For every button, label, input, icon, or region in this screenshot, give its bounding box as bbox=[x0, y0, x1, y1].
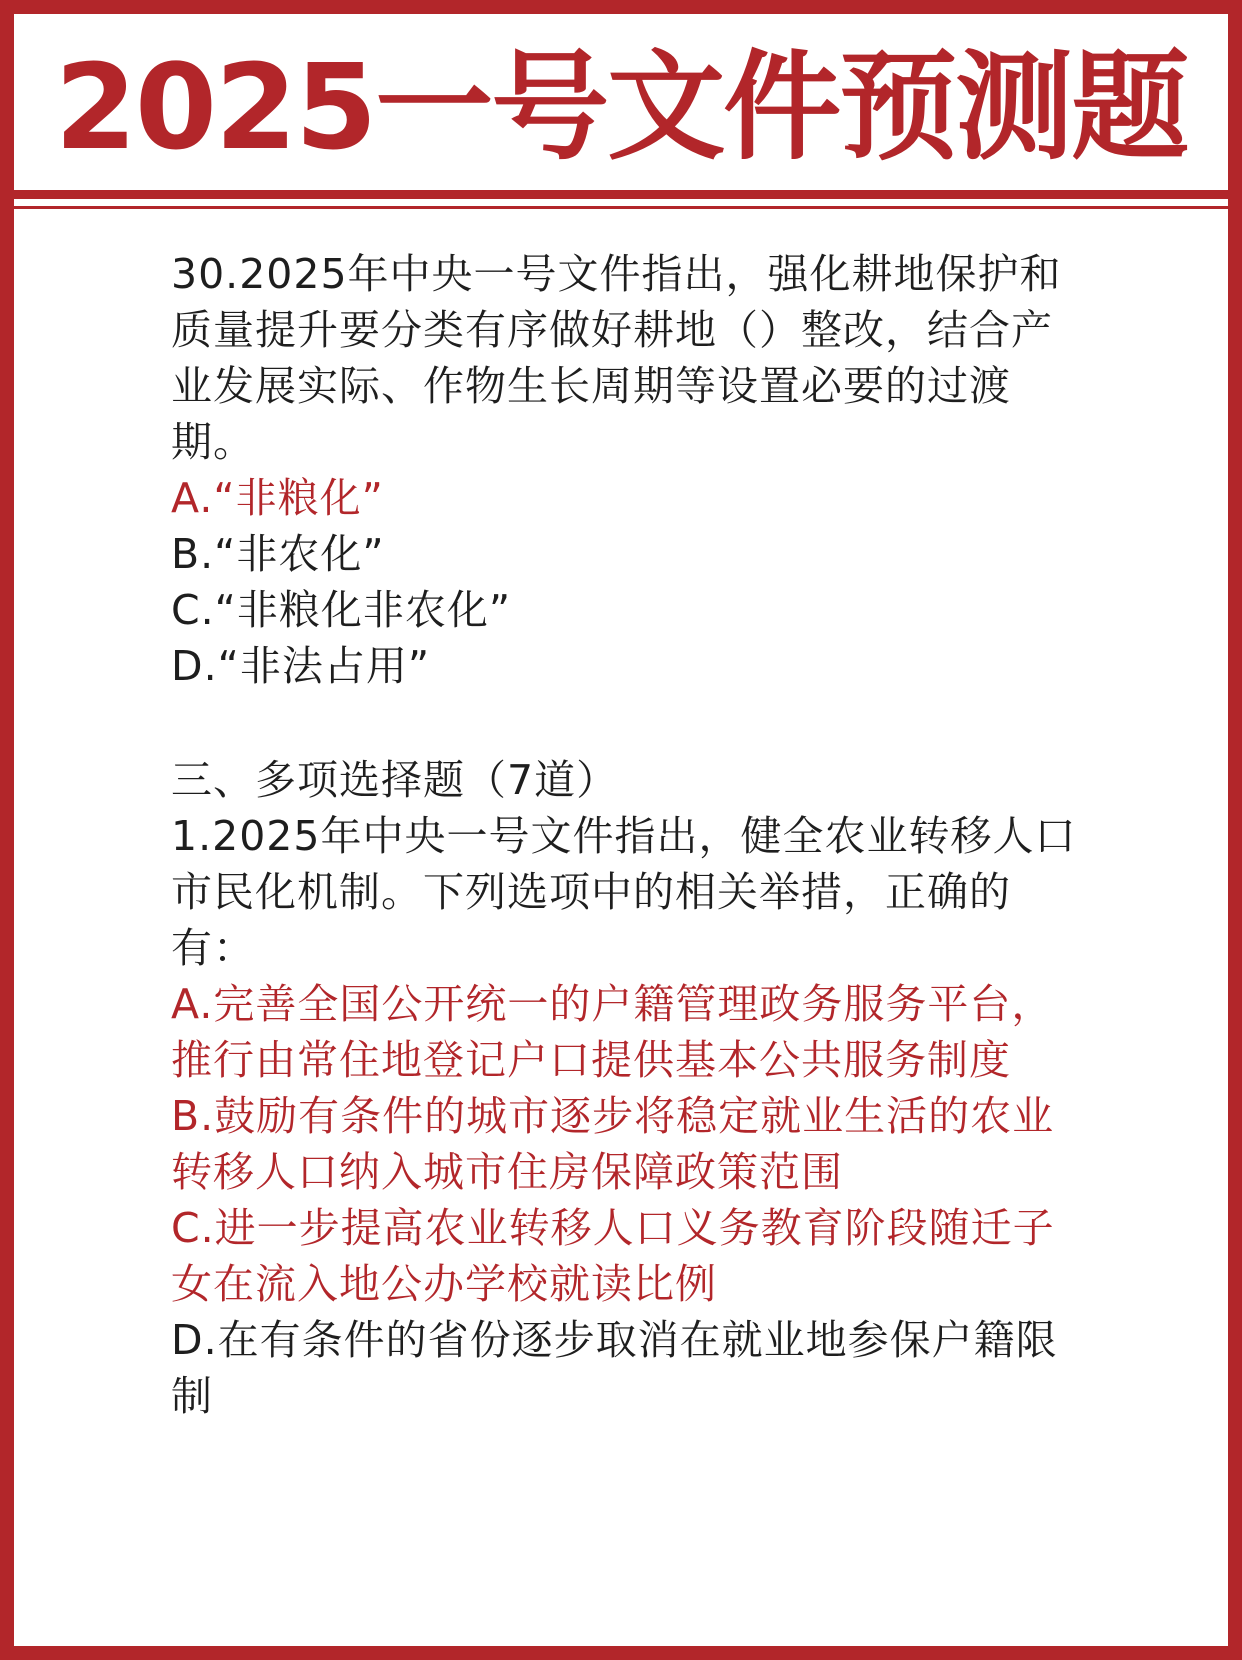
section-heading: 三、多项选择题（7道） bbox=[171, 756, 619, 804]
question-1-option-d: D.在有条件的省份逐步取消在就业地参保户籍限制 bbox=[171, 1316, 1058, 1420]
question-30-option-b: B.“非农化” bbox=[171, 530, 385, 578]
question-content bbox=[171, 246, 1089, 1424]
section-spacer bbox=[171, 694, 1089, 752]
question-1-stem: 1.2025年中央一号文件指出，健全农业转移人口市民化机制。下列选项中的相关举措，正确的有： bbox=[171, 812, 1077, 972]
title-divider-thin bbox=[14, 206, 1228, 209]
question-30-option-a: A.“非粮化” bbox=[171, 474, 384, 522]
title-divider-thick bbox=[14, 190, 1228, 199]
page-title: 2025一号文件预测题 bbox=[54, 38, 1188, 176]
question-30-option-c: C.“非粮化非农化” bbox=[171, 586, 512, 634]
question-30-option-d: D.“非法占用” bbox=[171, 642, 431, 690]
question-1-option-a: A.完善全国公开统一的户籍管理政务服务平台，推行由常住地登记户口提供基本公共服务制度 bbox=[171, 980, 1054, 1084]
question-1-option-c: C.进一步提高农业转移人口义务教育阶段随迁子女在流入地公办学校就读比例 bbox=[171, 1204, 1055, 1308]
question-1-option-b: B.鼓励有条件的城市逐步将稳定就业生活的农业转移人口纳入城市住房保障政策范围 bbox=[171, 1092, 1055, 1196]
question-30-stem: 30.2025年中央一号文件指出，强化耕地保护和质量提升要分类有序做好耕地（）整改，结合产业发展实际、作物生长周期等设置必要的过渡期。 bbox=[171, 250, 1062, 466]
